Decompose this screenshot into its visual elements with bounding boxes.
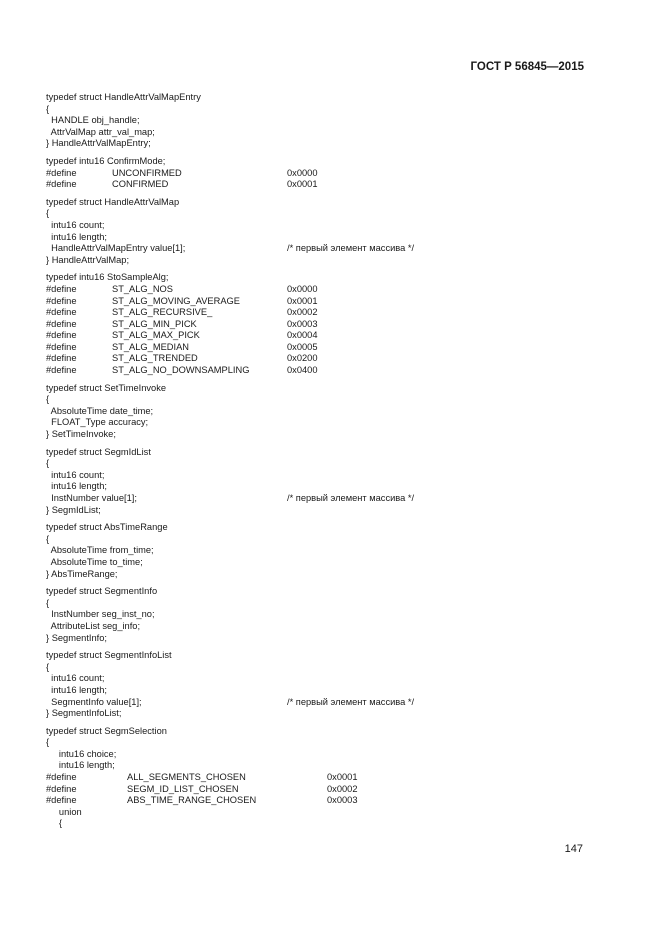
code-line — [46, 272, 586, 284]
code-line — [46, 220, 586, 232]
code-value: 0x0001 — [327, 772, 358, 783]
code-text: #define — [46, 365, 77, 376]
code-text: { — [46, 458, 50, 469]
code-text: { — [46, 818, 63, 829]
code-block — [46, 272, 586, 376]
code-value: 0x0004 — [287, 330, 318, 341]
code-text: #define — [46, 318, 77, 329]
code-line — [46, 772, 586, 784]
code-line — [46, 197, 586, 209]
code-line — [46, 662, 586, 674]
code-name: UNCONFIRMED — [112, 167, 182, 178]
code-text: #define — [46, 795, 77, 806]
code-line — [46, 104, 586, 116]
code-line — [46, 319, 586, 331]
code-line — [46, 92, 586, 104]
code-block — [46, 156, 586, 191]
code-line — [46, 115, 586, 127]
code-text: AttrValMap attr_val_map; — [46, 126, 155, 137]
code-text: #define — [46, 353, 77, 364]
code-value: 0x0000 — [287, 283, 318, 294]
code-line — [46, 296, 586, 308]
code-value: /* первый элемент массива */ — [287, 696, 415, 707]
code-line — [46, 493, 586, 505]
code-text: typedef intu16 StoSampleAlg; — [46, 272, 169, 283]
code-text: } SetTimeInvoke; — [46, 429, 116, 440]
code-line — [46, 598, 586, 610]
code-name: ABS_TIME_RANGE_CHOSEN — [127, 795, 257, 806]
code-text: } AbsTimeRange; — [46, 568, 118, 579]
code-name: ST_ALG_RECURSIVE_ — [112, 307, 213, 318]
document-header: ГОСТ Р 56845—2015 — [470, 61, 584, 73]
code-text: } SegmentInfoList; — [46, 708, 122, 719]
code-line — [46, 795, 586, 807]
code-text: { — [46, 661, 50, 672]
code-line — [46, 685, 586, 697]
code-line — [46, 179, 586, 191]
code-text: AbsoluteTime to_time; — [46, 556, 143, 567]
code-value: 0x0200 — [287, 353, 318, 364]
code-line — [46, 429, 586, 441]
code-text: #define — [46, 330, 77, 341]
code-block — [46, 383, 586, 441]
code-text: FLOAT_Type accuracy; — [46, 417, 149, 428]
code-line — [46, 394, 586, 406]
code-value: /* первый элемент массива */ — [287, 493, 415, 503]
code-text: typedef struct SegmentInfoList — [46, 650, 172, 661]
code-line — [46, 697, 586, 709]
code-line — [46, 545, 586, 557]
code-value: 0x0400 — [287, 365, 318, 376]
code-name: ST_ALG_MAX_PICK — [112, 330, 200, 341]
code-line — [46, 127, 586, 139]
code-text: AttributeList seg_info; — [46, 620, 141, 631]
code-line — [46, 208, 586, 220]
code-block — [46, 197, 586, 267]
code-text: #define — [46, 772, 77, 783]
code-line — [46, 383, 586, 395]
code-line — [46, 470, 586, 482]
code-text: intu16 count; — [46, 469, 105, 480]
code-name: CONFIRMED — [112, 179, 169, 190]
code-text: { — [46, 737, 50, 748]
code-block — [46, 522, 586, 580]
code-block — [46, 447, 586, 517]
code-line — [46, 760, 586, 772]
code-line — [46, 557, 586, 569]
code-text: SegmentInfo value[1]; — [46, 696, 142, 707]
code-text: typedef intu16 ConfirmMode; — [46, 155, 166, 166]
code-line — [46, 330, 586, 342]
code-text: { — [46, 394, 50, 405]
code-name: ALL_SEGMENTS_CHOSEN — [127, 772, 246, 783]
code-line — [46, 586, 586, 598]
code-text: typedef struct HandleAttrValMap — [46, 196, 180, 207]
code-line — [46, 522, 586, 534]
code-text: union — [46, 806, 82, 817]
code-line — [46, 569, 586, 581]
code-value: 0x0003 — [287, 318, 318, 329]
code-line — [46, 342, 586, 354]
code-text: { — [46, 208, 50, 219]
code-text: AbsoluteTime date_time; — [46, 405, 154, 416]
code-text: intu16 count; — [46, 219, 105, 230]
code-text: HandleAttrValMapEntry value[1]; — [46, 243, 186, 254]
code-line — [46, 749, 586, 761]
code-text: #define — [46, 307, 77, 318]
code-line — [46, 138, 586, 150]
code-text: intu16 count; — [46, 673, 105, 684]
code-line — [46, 243, 586, 255]
code-text: HANDLE obj_handle; — [46, 115, 140, 126]
code-text: #define — [46, 783, 77, 794]
code-text: #define — [46, 341, 77, 352]
code-text: #define — [46, 283, 77, 294]
code-text: intu16 length; — [46, 760, 115, 771]
code-value: 0x0002 — [287, 307, 318, 318]
code-line — [46, 156, 586, 168]
code-text: typedef struct AbsTimeRange — [46, 522, 168, 533]
code-line — [46, 633, 586, 645]
code-name: ST_ALG_MEDIAN — [112, 341, 189, 352]
code-value: 0x0003 — [327, 795, 358, 806]
code-text: #define — [46, 179, 77, 190]
code-line — [46, 807, 586, 819]
code-text: typedef struct SegmSelection — [46, 725, 167, 736]
code-text: { — [46, 533, 50, 544]
code-text: intu16 choice; — [46, 748, 117, 759]
page-number: 147 — [564, 843, 583, 855]
code-line — [46, 726, 586, 738]
code-line — [46, 621, 586, 633]
code-text: AbsoluteTime from_time; — [46, 545, 154, 556]
code-name: ST_ALG_TRENDED — [112, 353, 198, 364]
code-value: 0x0002 — [327, 783, 358, 794]
code-line — [46, 353, 586, 365]
code-line — [46, 365, 586, 377]
code-line — [46, 168, 586, 180]
code-text: intu16 length; — [46, 684, 107, 695]
code-line — [46, 447, 586, 459]
code-text: } SegmentInfo; — [46, 632, 107, 643]
code-line — [46, 481, 586, 493]
code-text: typedef struct SegmIdList — [46, 446, 151, 457]
code-text: typedef struct HandleAttrValMapEntry — [46, 92, 201, 102]
code-block — [46, 650, 586, 720]
code-line — [46, 784, 586, 796]
code-line — [46, 818, 586, 830]
code-text: #define — [46, 167, 77, 178]
code-line — [46, 417, 586, 429]
code-value: 0x0001 — [287, 179, 318, 190]
code-text: } SegmIdList; — [46, 504, 101, 515]
code-value: 0x0001 — [287, 295, 318, 306]
code-text: intu16 length; — [46, 481, 107, 492]
code-text: typedef struct SegmentInfo — [46, 586, 158, 597]
code-text: } HandleAttrValMap; — [46, 254, 130, 265]
code-line — [46, 673, 586, 685]
code-line — [46, 609, 586, 621]
code-text: } HandleAttrValMapEntry; — [46, 138, 151, 149]
code-line — [46, 255, 586, 267]
code-value: 0x0000 — [287, 167, 318, 178]
code-name: ST_ALG_NOS — [112, 283, 173, 294]
code-line — [46, 737, 586, 749]
code-listing — [46, 92, 586, 836]
code-line — [46, 284, 586, 296]
code-value: 0x0005 — [287, 341, 318, 352]
code-text: { — [46, 597, 50, 608]
code-value: /* первый элемент массива */ — [287, 243, 415, 254]
code-text: InstNumber value[1]; — [46, 493, 137, 503]
code-line — [46, 307, 586, 319]
code-line — [46, 650, 586, 662]
code-name: ST_ALG_NO_DOWNSAMPLING — [112, 365, 250, 376]
code-line — [46, 534, 586, 546]
code-line — [46, 232, 586, 244]
code-text: intu16 length; — [46, 231, 107, 242]
code-block — [46, 92, 586, 150]
code-line — [46, 708, 586, 720]
code-text: { — [46, 103, 50, 114]
code-block — [46, 726, 586, 830]
code-name: ST_ALG_MIN_PICK — [112, 318, 197, 329]
code-name: ST_ALG_MOVING_AVERAGE — [112, 295, 240, 306]
code-text: #define — [46, 295, 77, 306]
code-name: SEGM_ID_LIST_CHOSEN — [127, 783, 239, 794]
code-text: typedef struct SetTimeInvoke — [46, 382, 167, 393]
code-block — [46, 586, 586, 644]
code-line — [46, 505, 586, 517]
code-line — [46, 406, 586, 418]
code-line — [46, 458, 586, 470]
code-text: InstNumber seg_inst_no; — [46, 609, 155, 620]
